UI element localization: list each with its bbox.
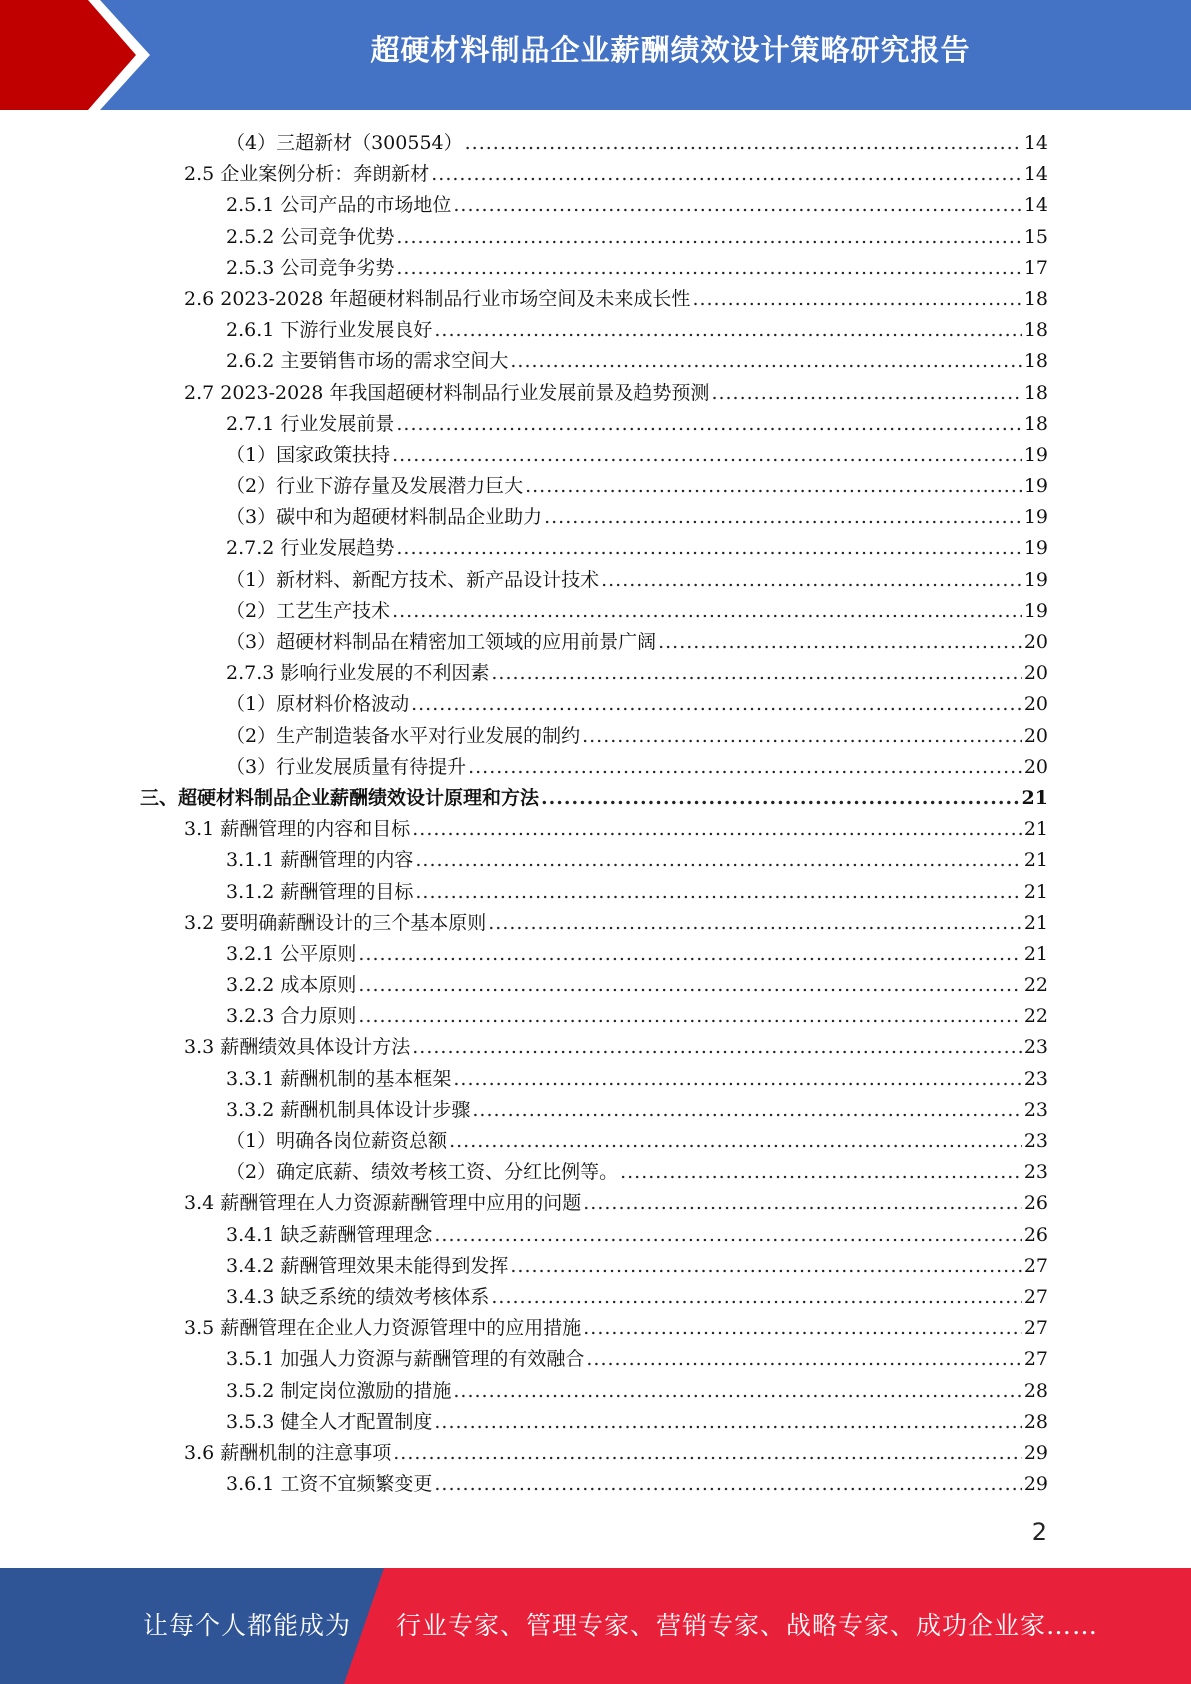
toc-entry-page: 27 — [1023, 1254, 1048, 1277]
toc-leader-dots — [491, 658, 1021, 689]
toc-entry-page: 23 — [1023, 1161, 1048, 1184]
toc-entry-title: （2）确定底薪、绩效考核工资、分红比例等。 — [226, 1161, 619, 1184]
toc-entry[interactable] — [140, 939, 1048, 970]
toc-entry[interactable] — [140, 814, 1048, 845]
toc-leader-dots — [620, 1157, 1022, 1188]
toc-leader-dots — [601, 565, 1022, 596]
toc-leader-dots — [415, 877, 1021, 908]
toc-entry[interactable] — [140, 689, 1048, 720]
toc-entry-title: （2）行业下游存量及发展潜力巨大 — [226, 475, 524, 498]
toc-leader-dots — [692, 284, 1021, 315]
toc-entry[interactable] — [140, 908, 1048, 939]
toc-entry[interactable] — [140, 721, 1048, 752]
toc-entry-page: 27 — [1023, 1285, 1048, 1308]
toc-leader-dots — [431, 159, 1022, 190]
toc-entry[interactable] — [140, 1220, 1048, 1251]
toc-entry-title: （1）明确各岗位薪资总额 — [226, 1130, 448, 1152]
toc-leader-dots — [658, 627, 1022, 658]
toc-entry-page: 20 — [1023, 662, 1048, 685]
toc-leader-dots — [586, 1344, 1021, 1375]
toc-entry-title: 3.1 薪酬管理的内容和目标 — [184, 818, 411, 841]
toc-leader-dots — [453, 1376, 1021, 1407]
toc-entry-title: 3.2 要明确薪酬设计的三个基本原则 — [184, 911, 487, 934]
toc-entry-page: 19 — [1023, 443, 1048, 466]
toc-entry-title: 3.2.3 合力原则 — [226, 1005, 357, 1028]
toc-entry[interactable] — [140, 752, 1048, 783]
toc-entry-title: 2.5.2 公司竞争优势 — [226, 225, 395, 248]
toc-entry-page: 22 — [1023, 1005, 1048, 1028]
toc-entry-title: 2.7 2023-2028 年我国超硬材料制品行业发展前景及趋势预测 — [184, 381, 710, 404]
toc-entry[interactable] — [140, 1438, 1048, 1469]
toc-entry-page: 18 — [1023, 350, 1048, 373]
toc-entry[interactable] — [140, 190, 1048, 221]
toc-leader-dots — [412, 814, 1022, 845]
toc-entry[interactable] — [140, 565, 1048, 596]
toc-entry[interactable] — [140, 222, 1048, 253]
toc-entry[interactable] — [140, 1188, 1048, 1219]
toc-entry-page: 18 — [1023, 412, 1048, 435]
toc-entry-title: （2）生产制造装备水平对行业发展的制约 — [226, 724, 581, 747]
toc-entry-page: 20 — [1023, 631, 1048, 653]
toc-entry[interactable] — [140, 440, 1048, 471]
toc-entry[interactable] — [140, 533, 1048, 564]
toc-leader-dots — [358, 939, 1021, 970]
toc-leader-dots — [583, 1313, 1022, 1344]
toc-entry-title: 2.5 企业案例分析：奔朗新材 — [184, 163, 430, 186]
toc-entry-title: 3.5.3 健全人才配置制度 — [226, 1410, 433, 1433]
toc-entry-title: （1）原材料价格波动 — [226, 693, 410, 716]
toc-entry[interactable] — [140, 1376, 1048, 1407]
toc-entry[interactable] — [140, 1095, 1048, 1126]
toc-leader-dots — [488, 908, 1022, 939]
toc-entry-page: 27 — [1023, 1348, 1048, 1371]
toc-entry-page: 28 — [1023, 1379, 1048, 1402]
toc-entry[interactable] — [140, 845, 1048, 876]
toc-entry-title: 3.5 薪酬管理在企业人力资源管理中的应用措施 — [184, 1317, 582, 1340]
toc-entry-page: 26 — [1023, 1192, 1048, 1215]
toc-entry-page: 23 — [1023, 1036, 1048, 1059]
table-of-contents — [140, 128, 1048, 1500]
toc-leader-dots — [415, 845, 1021, 876]
toc-entry-page: 21 — [1023, 911, 1048, 934]
toc-entry-title: 2.7.1 行业发展前景 — [226, 412, 395, 435]
toc-entry[interactable] — [140, 596, 1048, 627]
toc-entry-page: 23 — [1023, 1130, 1048, 1152]
toc-leader-dots — [711, 378, 1021, 409]
toc-leader-dots — [412, 1032, 1022, 1063]
toc-entry-page: 17 — [1023, 256, 1048, 279]
toc-entry-page: 23 — [1023, 1067, 1048, 1090]
toc-entry-title: 2.6 2023-2028 年超硬材料制品行业市场空间及未来成长性 — [184, 287, 691, 310]
toc-entry-page: 21 — [1023, 818, 1048, 841]
page-header — [0, 0, 1191, 110]
toc-leader-dots — [468, 752, 1022, 783]
toc-entry-page: 14 — [1023, 194, 1048, 217]
toc-leader-dots — [393, 1438, 1022, 1469]
toc-leader-dots — [434, 1469, 1021, 1500]
toc-leader-dots — [453, 190, 1021, 221]
toc-entry-page: 18 — [1023, 381, 1048, 404]
toc-entry-title: 2.5.1 公司产品的市场地位 — [226, 194, 452, 217]
toc-entry-page: 23 — [1023, 1098, 1048, 1121]
toc-entry[interactable] — [140, 1157, 1048, 1188]
toc-entry-page: 27 — [1023, 1317, 1048, 1340]
toc-entry[interactable] — [140, 1032, 1048, 1063]
toc-entry-title: （1）国家政策扶持 — [226, 443, 391, 466]
toc-entry-title: 3.4.2 薪酬管理效果未能得到发挥 — [226, 1254, 509, 1277]
toc-entry[interactable] — [140, 284, 1048, 315]
toc-entry-page: 14 — [1023, 163, 1048, 186]
toc-entry-title: （3）碳中和为超硬材料制品企业助力 — [226, 506, 543, 529]
toc-entry-title: （3）超硬材料制品在精密加工领域的应用前景广阔 — [226, 631, 657, 653]
toc-leader-dots — [411, 689, 1022, 720]
report-title: 超硬材料制品企业薪酬绩效设计策略研究报告 — [370, 33, 971, 67]
toc-entry-page: 21 — [1023, 880, 1048, 903]
toc-entry[interactable] — [140, 1251, 1048, 1282]
toc-entry[interactable] — [140, 658, 1048, 689]
toc-entry-title: 2.7.3 影响行业发展的不利因素 — [226, 662, 490, 685]
toc-leader-dots — [541, 783, 1020, 814]
toc-leader-dots — [510, 346, 1021, 377]
toc-entry-page: 18 — [1023, 287, 1048, 310]
toc-entry[interactable] — [140, 627, 1048, 658]
toc-entry[interactable] — [140, 970, 1048, 1001]
toc-leader-dots — [434, 1407, 1021, 1438]
toc-entry-title: （1）新材料、新配方技术、新产品设计技术 — [226, 568, 600, 591]
footer-slogan-left: 让每个人都能成为 — [143, 1611, 352, 1640]
toc-entry[interactable] — [140, 253, 1048, 284]
toc-entry-title: 3.2.1 公平原则 — [226, 942, 357, 965]
toc-entry-page: 19 — [1023, 537, 1048, 560]
toc-leader-dots — [510, 1251, 1021, 1282]
toc-entry[interactable] — [140, 783, 1048, 814]
toc-entry-title: （4）三超新材（300554） — [226, 132, 463, 154]
toc-entry-title: 3.3.1 薪酬机制的基本框架 — [226, 1067, 452, 1090]
toc-entry-title: 3.2.2 成本原则 — [226, 974, 357, 997]
toc-leader-dots — [583, 1188, 1022, 1219]
toc-entry[interactable] — [140, 1064, 1048, 1095]
toc-leader-dots — [491, 1282, 1021, 1313]
toc-leader-dots — [396, 533, 1021, 564]
toc-entry-title: 2.5.3 公司竞争劣势 — [226, 256, 395, 279]
toc-entry-page: 20 — [1023, 724, 1048, 747]
footer-slogan-right: 行业专家、管理专家、营销专家、战略专家、成功企业家…… — [396, 1611, 1099, 1640]
toc-leader-dots — [453, 1064, 1021, 1095]
toc-entry[interactable] — [140, 1126, 1048, 1157]
toc-entry[interactable] — [140, 1344, 1048, 1375]
toc-entry-page: 18 — [1023, 319, 1048, 342]
toc-entry-page: 26 — [1023, 1223, 1048, 1246]
toc-entry-title: 3.5.2 制定岗位激励的措施 — [226, 1379, 452, 1402]
toc-entry-title: （2）工艺生产技术 — [226, 599, 391, 622]
toc-leader-dots — [449, 1126, 1022, 1157]
toc-entry[interactable] — [140, 159, 1048, 190]
toc-leader-dots — [434, 315, 1021, 346]
toc-entry-page: 29 — [1023, 1473, 1048, 1496]
toc-entry[interactable] — [140, 471, 1048, 502]
toc-entry[interactable] — [140, 1282, 1048, 1313]
toc-leader-dots — [392, 440, 1022, 471]
toc-leader-dots — [582, 721, 1022, 752]
toc-leader-dots — [544, 502, 1022, 533]
toc-entry-page: 19 — [1023, 475, 1048, 498]
toc-entry-title: 3.4.1 缺乏薪酬管理理念 — [226, 1223, 433, 1246]
toc-entry-title: 3.4 薪酬管理在人力资源薪酬管理中应用的问题 — [184, 1192, 582, 1215]
toc-entry-title: 2.6.2 主要销售市场的需求空间大 — [226, 350, 509, 373]
toc-entry-title: 3.6 薪酬机制的注意事项 — [184, 1441, 392, 1464]
toc-entry-title: 3.3.2 薪酬机制具体设计步骤 — [226, 1098, 471, 1121]
toc-entry-page: 19 — [1023, 599, 1048, 622]
toc-entry[interactable] — [140, 128, 1048, 159]
toc-entry-title: 3.3 薪酬绩效具体设计方法 — [184, 1036, 411, 1059]
toc-entry-page: 28 — [1023, 1410, 1048, 1433]
toc-entry-title: 2.7.2 行业发展趋势 — [226, 537, 395, 560]
toc-leader-dots — [396, 409, 1021, 440]
toc-entry-page: 21 — [1023, 849, 1048, 872]
page-number: 2 — [1031, 1518, 1047, 1546]
toc-entry-page: 21 — [1021, 786, 1048, 809]
toc-entry[interactable] — [140, 346, 1048, 377]
toc-entry[interactable] — [140, 1313, 1048, 1344]
toc-entry-page: 21 — [1023, 942, 1048, 965]
toc-entry-page: 22 — [1023, 974, 1048, 997]
toc-leader-dots — [396, 253, 1021, 284]
toc-entry[interactable] — [140, 1469, 1048, 1500]
toc-entry[interactable] — [140, 1407, 1048, 1438]
header-arrow-decoration — [0, 0, 160, 110]
toc-leader-dots — [358, 970, 1021, 1001]
toc-entry[interactable] — [140, 1001, 1048, 1032]
toc-entry-page: 19 — [1023, 506, 1048, 529]
toc-entry-page: 19 — [1023, 568, 1048, 591]
toc-leader-dots — [396, 222, 1021, 253]
toc-entry-page: 20 — [1023, 693, 1048, 716]
toc-entry-page: 29 — [1023, 1441, 1048, 1464]
toc-leader-dots — [472, 1095, 1021, 1126]
page-footer — [0, 1568, 1191, 1684]
toc-entry[interactable] — [140, 877, 1048, 908]
toc-leader-dots — [392, 596, 1022, 627]
toc-entry[interactable] — [140, 378, 1048, 409]
toc-entry-title: 三、超硬材料制品企业薪酬绩效设计原理和方法 — [140, 786, 540, 809]
toc-entry-page: 15 — [1023, 225, 1048, 248]
toc-entry-title: （3）行业发展质量有待提升 — [226, 755, 467, 778]
toc-entry-title: 3.5.1 加强人力资源与薪酬管理的有效融合 — [226, 1348, 585, 1371]
toc-entry-page: 14 — [1023, 132, 1048, 154]
toc-entry-title: 3.6.1 工资不宜频繁变更 — [226, 1473, 433, 1496]
toc-leader-dots — [525, 471, 1022, 502]
toc-entry-title: 2.6.1 下游行业发展良好 — [226, 319, 433, 342]
toc-entry[interactable] — [140, 409, 1048, 440]
toc-entry-title: 3.1.2 薪酬管理的目标 — [226, 880, 414, 903]
toc-entry-title: 3.1.1 薪酬管理的内容 — [226, 849, 414, 872]
toc-entry[interactable] — [140, 502, 1048, 533]
toc-leader-dots — [465, 128, 1022, 159]
toc-entry[interactable] — [140, 315, 1048, 346]
toc-leader-dots — [434, 1220, 1021, 1251]
toc-entry-page: 20 — [1023, 755, 1048, 778]
toc-leader-dots — [358, 1001, 1021, 1032]
toc-entry-title: 3.4.3 缺乏系统的绩效考核体系 — [226, 1285, 490, 1308]
